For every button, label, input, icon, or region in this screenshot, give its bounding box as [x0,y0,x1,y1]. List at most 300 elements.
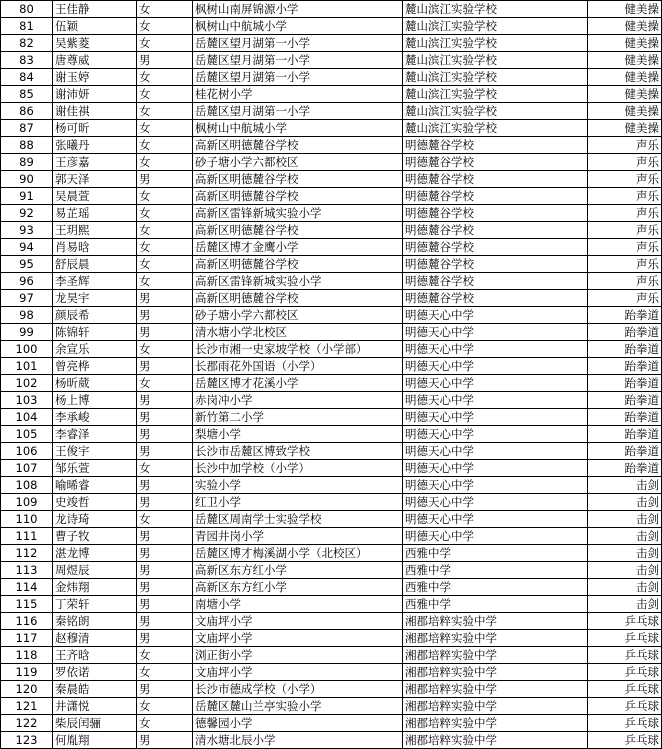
assigned-school: 湘郡培粹实验中学 [403,698,588,715]
event-name: 健美操 [588,86,662,103]
student-name: 易芷瑶 [53,205,137,222]
table-row [1,579,662,596]
row-number: 80 [1,1,53,18]
table-row [1,137,662,154]
student-school: 岳麓区周南学士实验学校 [193,511,403,528]
table-row [1,256,662,273]
student-name: 吴晨萱 [53,188,137,205]
student-gender: 男 [137,681,193,698]
table-row [1,273,662,290]
student-school: 砂子塘小学六都校区 [193,154,403,171]
student-name: 杨可昕 [53,120,137,137]
student-gender: 男 [137,358,193,375]
event-name: 击剑 [588,477,662,494]
table-row [1,324,662,341]
table-row [1,477,662,494]
student-gender: 女 [137,86,193,103]
student-name: 李承峻 [53,409,137,426]
assigned-school: 明德麓谷学校 [403,154,588,171]
student-name: 谢沛妍 [53,86,137,103]
assigned-school: 西雅中学 [403,562,588,579]
row-number: 115 [1,596,53,613]
event-name: 声乐 [588,137,662,154]
table-row [1,715,662,732]
student-gender: 男 [137,409,193,426]
assigned-school: 西雅中学 [403,545,588,562]
student-school: 高新区明德麓谷学校 [193,171,403,188]
row-number: 87 [1,120,53,137]
student-name: 李睿泽 [53,426,137,443]
table-row [1,596,662,613]
assigned-school: 明德天心中学 [403,307,588,324]
student-gender: 女 [137,273,193,290]
student-gender: 女 [137,239,193,256]
assigned-school: 明德天心中学 [403,511,588,528]
student-gender: 男 [137,392,193,409]
student-name: 郭天泽 [53,171,137,188]
event-name: 跆拳道 [588,307,662,324]
table-row [1,239,662,256]
table-row [1,18,662,35]
roster-body [1,1,662,749]
assigned-school: 明德天心中学 [403,324,588,341]
student-name: 杨昕葳 [53,375,137,392]
row-number: 113 [1,562,53,579]
event-name: 跆拳道 [588,392,662,409]
student-school: 清水塘小学北校区 [193,324,403,341]
student-gender: 女 [137,256,193,273]
row-number: 116 [1,613,53,630]
table-row [1,69,662,86]
event-name: 健美操 [588,1,662,18]
assigned-school: 明德麓谷学校 [403,256,588,273]
event-name: 声乐 [588,239,662,256]
event-name: 乒乓球 [588,698,662,715]
student-gender: 男 [137,579,193,596]
student-school: 南塘小学 [193,596,403,613]
event-name: 声乐 [588,205,662,222]
table-row [1,426,662,443]
assigned-school: 明德天心中学 [403,460,588,477]
assigned-school: 湘郡培粹实验中学 [403,647,588,664]
row-number: 88 [1,137,53,154]
table-row [1,392,662,409]
student-name: 柴辰闰骊 [53,715,137,732]
student-name: 罗依诺 [53,664,137,681]
event-name: 跆拳道 [588,375,662,392]
student-gender: 男 [137,545,193,562]
event-name: 健美操 [588,18,662,35]
event-name: 跆拳道 [588,409,662,426]
assigned-school: 湘郡培粹实验中学 [403,613,588,630]
event-name: 击剑 [588,545,662,562]
student-gender: 女 [137,188,193,205]
row-number: 118 [1,647,53,664]
table-row [1,103,662,120]
table-row [1,681,662,698]
student-name: 杨上博 [53,392,137,409]
student-name: 秦晨皓 [53,681,137,698]
row-number: 97 [1,290,53,307]
student-school: 高新区明德麓谷学校 [193,137,403,154]
student-school: 文庙坪小学 [193,664,403,681]
row-number: 121 [1,698,53,715]
table-row [1,545,662,562]
row-number: 84 [1,69,53,86]
assigned-school: 明德麓谷学校 [403,188,588,205]
row-number: 99 [1,324,53,341]
student-gender: 女 [137,511,193,528]
student-school: 岳麓区望月湖第一小学 [193,52,403,69]
event-name: 声乐 [588,222,662,239]
table-row [1,205,662,222]
student-gender: 男 [137,613,193,630]
row-number: 107 [1,460,53,477]
student-name: 丁荣轩 [53,596,137,613]
table-row [1,86,662,103]
student-gender: 女 [137,698,193,715]
row-number: 104 [1,409,53,426]
event-name: 健美操 [588,52,662,69]
student-gender: 女 [137,69,193,86]
event-name: 乒乓球 [588,681,662,698]
event-name: 跆拳道 [588,426,662,443]
event-name: 击剑 [588,528,662,545]
row-number: 110 [1,511,53,528]
student-school: 实验小学 [193,477,403,494]
assigned-school: 麓山滨江实验学校 [403,69,588,86]
student-gender: 男 [137,732,193,749]
student-school: 长沙市德成学校（小学） [193,681,403,698]
student-school: 枫树山中航城小学 [193,120,403,137]
student-school: 长沙市岳麓区博致学校 [193,443,403,460]
assigned-school: 明德天心中学 [403,341,588,358]
assigned-school: 湘郡培粹实验中学 [403,732,588,749]
table-row [1,290,662,307]
event-name: 击剑 [588,562,662,579]
assigned-school: 明德天心中学 [403,409,588,426]
assigned-school: 西雅中学 [403,596,588,613]
row-number: 95 [1,256,53,273]
event-name: 声乐 [588,273,662,290]
student-school: 清水塘北辰小学 [193,732,403,749]
student-name: 何胤翔 [53,732,137,749]
row-number: 119 [1,664,53,681]
assigned-school: 湘郡培粹实验中学 [403,681,588,698]
row-number: 81 [1,18,53,35]
student-school: 桂花树小学 [193,86,403,103]
student-gender: 女 [137,647,193,664]
row-number: 103 [1,392,53,409]
table-row [1,511,662,528]
table-row [1,443,662,460]
student-name: 秦铭朗 [53,613,137,630]
event-name: 声乐 [588,256,662,273]
student-school: 高新区雷锋新城实验小学 [193,205,403,222]
student-gender: 男 [137,171,193,188]
row-number: 112 [1,545,53,562]
student-name: 余宣乐 [53,341,137,358]
student-school: 高新区东方红小学 [193,562,403,579]
student-name: 曾亮桦 [53,358,137,375]
student-gender: 男 [137,630,193,647]
student-gender: 男 [137,324,193,341]
event-name: 击剑 [588,494,662,511]
table-row [1,698,662,715]
row-number: 100 [1,341,53,358]
row-number: 101 [1,358,53,375]
student-gender: 女 [137,120,193,137]
event-name: 乒乓球 [588,613,662,630]
row-number: 85 [1,86,53,103]
row-number: 105 [1,426,53,443]
assigned-school: 麓山滨江实验学校 [403,86,588,103]
table-row [1,222,662,239]
student-school: 岳麓区博才梅溪湖小学（北校区） [193,545,403,562]
student-name: 王佳静 [53,1,137,18]
student-gender: 女 [137,715,193,732]
assigned-school: 明德麓谷学校 [403,273,588,290]
student-school: 浏正街小学 [193,647,403,664]
student-gender: 女 [137,137,193,154]
student-name: 王齐晗 [53,647,137,664]
table-row [1,307,662,324]
student-name: 喻晞睿 [53,477,137,494]
student-gender: 女 [137,375,193,392]
student-name: 颜辰希 [53,307,137,324]
student-name: 谢玉婷 [53,69,137,86]
student-school: 长沙中加学校（小学） [193,460,403,477]
event-name: 跆拳道 [588,443,662,460]
event-name: 跆拳道 [588,358,662,375]
student-name: 赵穆清 [53,630,137,647]
student-school: 高新区明德麓谷学校 [193,290,403,307]
assigned-school: 明德天心中学 [403,392,588,409]
event-name: 击剑 [588,579,662,596]
student-name: 史竣哲 [53,494,137,511]
assigned-school: 明德天心中学 [403,443,588,460]
table-row [1,664,662,681]
student-gender: 男 [137,477,193,494]
event-name: 乒乓球 [588,630,662,647]
student-gender: 男 [137,494,193,511]
assigned-school: 明德麓谷学校 [403,205,588,222]
event-name: 声乐 [588,154,662,171]
student-school: 青园井岗小学 [193,528,403,545]
student-school: 高新区明德麓谷学校 [193,222,403,239]
row-number: 102 [1,375,53,392]
row-number: 93 [1,222,53,239]
student-school: 岳麓区望月湖第一小学 [193,69,403,86]
student-school: 长沙市湘一史家坡学校（小学部） [193,341,403,358]
student-gender: 男 [137,528,193,545]
student-name: 曹子牧 [53,528,137,545]
student-school: 岳麓区望月湖第一小学 [193,103,403,120]
assigned-school: 明德麓谷学校 [403,171,588,188]
student-name: 邹乐萱 [53,460,137,477]
event-name: 击剑 [588,596,662,613]
student-school: 枫树山南屏锦源小学 [193,1,403,18]
table-row [1,120,662,137]
event-name: 击剑 [588,511,662,528]
student-school: 长郡雨花外国语（小学） [193,358,403,375]
table-row [1,460,662,477]
table-row [1,613,662,630]
assigned-school: 明德天心中学 [403,477,588,494]
student-gender: 女 [137,341,193,358]
student-school: 红卫小学 [193,494,403,511]
student-school: 岳麓区博才金鹰小学 [193,239,403,256]
event-name: 健美操 [588,35,662,52]
student-gender: 男 [137,52,193,69]
student-gender: 男 [137,596,193,613]
event-name: 跆拳道 [588,324,662,341]
student-name: 谢佳祺 [53,103,137,120]
student-name: 伍颖 [53,18,137,35]
table-row [1,188,662,205]
row-number: 106 [1,443,53,460]
student-name: 吴紫菱 [53,35,137,52]
student-name: 王俊宇 [53,443,137,460]
student-school: 高新区东方红小学 [193,579,403,596]
assigned-school: 明德麓谷学校 [403,137,588,154]
assigned-school: 麓山滨江实验学校 [403,35,588,52]
row-number: 92 [1,205,53,222]
student-gender: 女 [137,205,193,222]
table-row [1,647,662,664]
student-gender: 男 [137,443,193,460]
table-row [1,494,662,511]
event-name: 健美操 [588,120,662,137]
assigned-school: 明德天心中学 [403,358,588,375]
student-school: 高新区明德麓谷学校 [193,188,403,205]
student-school: 新竹第二小学 [193,409,403,426]
event-name: 乒乓球 [588,647,662,664]
student-name: 井潇悦 [53,698,137,715]
row-number: 109 [1,494,53,511]
assigned-school: 西雅中学 [403,579,588,596]
assigned-school: 麓山滨江实验学校 [403,52,588,69]
student-school: 枫树山中航城小学 [193,18,403,35]
student-name: 李圣辉 [53,273,137,290]
student-school: 文庙坪小学 [193,630,403,647]
student-name: 唐尊威 [53,52,137,69]
assigned-school: 明德天心中学 [403,426,588,443]
row-number: 91 [1,188,53,205]
student-name: 龙昊宇 [53,290,137,307]
table-row [1,528,662,545]
row-number: 120 [1,681,53,698]
event-name: 声乐 [588,188,662,205]
row-number: 111 [1,528,53,545]
row-number: 123 [1,732,53,749]
assigned-school: 明德天心中学 [403,528,588,545]
student-gender: 男 [137,562,193,579]
row-number: 122 [1,715,53,732]
table-row [1,171,662,188]
student-gender: 女 [137,18,193,35]
assigned-school: 麓山滨江实验学校 [403,120,588,137]
table-row [1,52,662,69]
table-row [1,375,662,392]
event-name: 声乐 [588,290,662,307]
student-school: 高新区雷锋新城实验小学 [193,273,403,290]
row-number: 117 [1,630,53,647]
row-number: 108 [1,477,53,494]
table-row [1,341,662,358]
student-gender: 女 [137,460,193,477]
table-row [1,1,662,18]
student-name: 周煜辰 [53,562,137,579]
student-name: 陈锦轩 [53,324,137,341]
student-gender: 男 [137,307,193,324]
table-row [1,358,662,375]
event-name: 健美操 [588,69,662,86]
student-gender: 女 [137,154,193,171]
student-school: 梨塘小学 [193,426,403,443]
student-name: 肖易晗 [53,239,137,256]
row-number: 89 [1,154,53,171]
student-school: 德馨园小学 [193,715,403,732]
assigned-school: 明德天心中学 [403,494,588,511]
student-gender: 男 [137,426,193,443]
event-name: 健美操 [588,103,662,120]
event-name: 乒乓球 [588,664,662,681]
student-school: 文庙坪小学 [193,613,403,630]
row-number: 94 [1,239,53,256]
table-row [1,732,662,749]
row-number: 82 [1,35,53,52]
student-gender: 女 [137,103,193,120]
student-school: 岳麓区博才花溪小学 [193,375,403,392]
student-name: 金炜翔 [53,579,137,596]
assigned-school: 明德麓谷学校 [403,290,588,307]
student-name: 湛龙博 [53,545,137,562]
assigned-school: 湘郡培粹实验中学 [403,715,588,732]
assigned-school: 麓山滨江实验学校 [403,103,588,120]
student-school: 岳麓区望月湖第一小学 [193,35,403,52]
row-number: 96 [1,273,53,290]
row-number: 90 [1,171,53,188]
row-number: 86 [1,103,53,120]
event-name: 跆拳道 [588,460,662,477]
table-row [1,35,662,52]
student-gender: 女 [137,35,193,52]
table-row [1,562,662,579]
assigned-school: 明德麓谷学校 [403,222,588,239]
table-row [1,630,662,647]
student-school: 赤岗冲小学 [193,392,403,409]
assigned-school: 麓山滨江实验学校 [403,1,588,18]
student-name: 舒辰晨 [53,256,137,273]
student-gender: 女 [137,222,193,239]
event-name: 乒乓球 [588,732,662,749]
student-school: 砂子塘小学六都校区 [193,307,403,324]
student-name: 龙诗琦 [53,511,137,528]
assigned-school: 明德天心中学 [403,375,588,392]
student-name: 张曦丹 [53,137,137,154]
assigned-school: 明德麓谷学校 [403,239,588,256]
assigned-school: 湘郡培粹实验中学 [403,630,588,647]
student-gender: 男 [137,290,193,307]
assigned-school: 湘郡培粹实验中学 [403,664,588,681]
event-name: 乒乓球 [588,715,662,732]
row-number: 114 [1,579,53,596]
student-gender: 女 [137,664,193,681]
table-row [1,409,662,426]
table-row [1,154,662,171]
student-school: 岳麓区麓山兰亭实验小学 [193,698,403,715]
